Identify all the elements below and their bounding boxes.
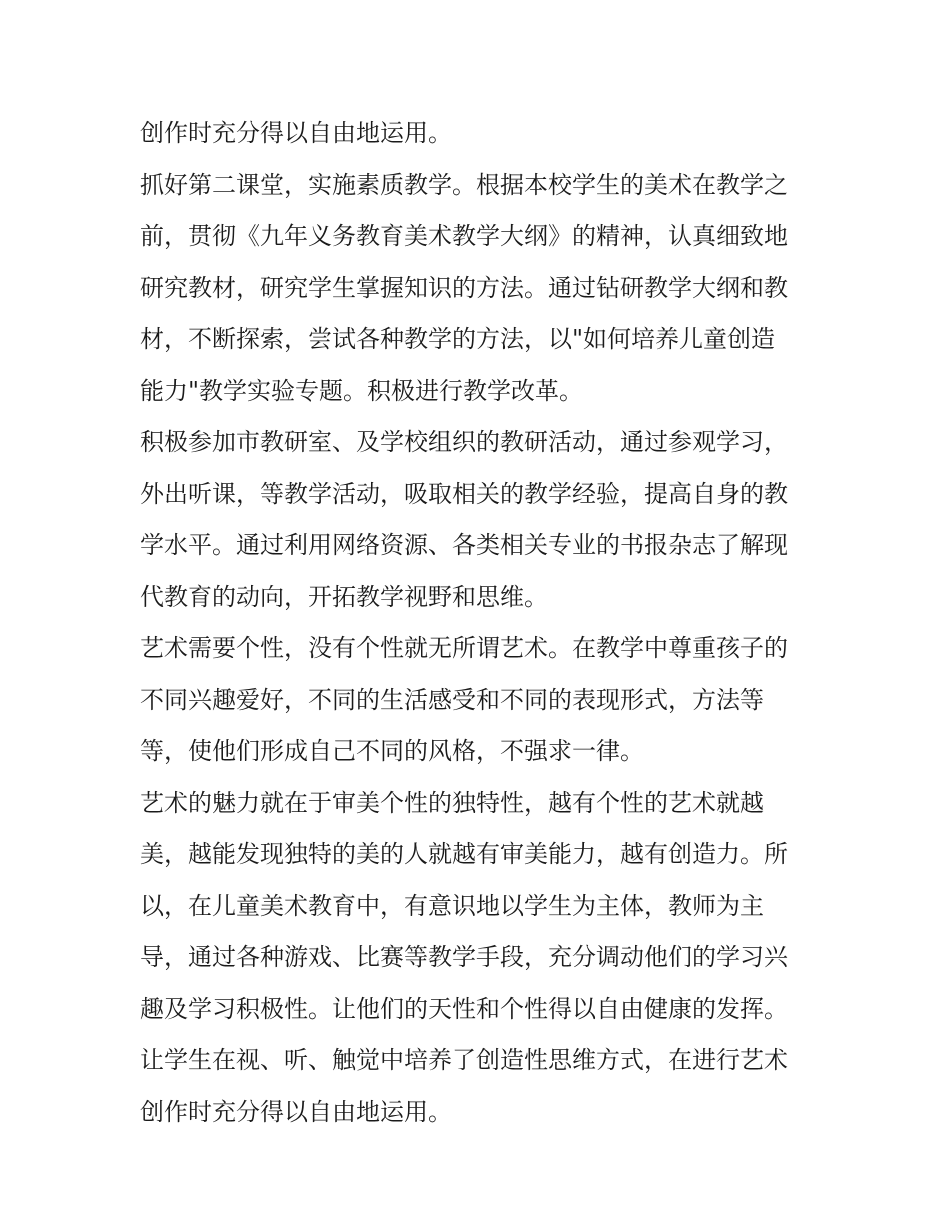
text-line: 外出听课，等教学活动，吸取相关的教学经验，提高自身的教 — [140, 479, 788, 508]
text-line: 能力"教学实验专题。积极进行教学改革。 — [140, 376, 584, 405]
text-line: 等，使他们形成自己不同的风格，不强求一律。 — [140, 737, 644, 765]
text-line: 以，在儿童美术教育中，有意识地以学生为主体，教师为主 — [140, 891, 764, 920]
text-line: 抓好第二课堂，实施素质教学。根据本校学生的美术在教学之 — [140, 170, 788, 199]
text-line: 学水平。通过利用网络资源、各类相关专业的书报杂志了解现 — [140, 531, 788, 559]
text-line: 美，越能发现独特的美的人就越有审美能力，越有创造力。所 — [140, 840, 788, 868]
text-line: 趣及学习积极性。让他们的天性和个性得以自由健康的发挥。 — [140, 994, 788, 1023]
text-line: 创作时充分得以自由地运用。 — [140, 119, 452, 147]
text-line: 艺术需要个性，没有个性就无所谓艺术。在教学中尊重孩子的 — [140, 634, 788, 662]
text-line: 研究教材，研究学生掌握知识的方法。通过钻研教学大纲和教 — [140, 273, 788, 302]
text-line: 材，不断探索，尝试各种教学的方法，以"如何培养儿童创造 — [140, 325, 776, 353]
text-line: 不同兴趣爱好，不同的生活感受和不同的表现形式，方法等 — [140, 685, 764, 714]
document-body — [140, 108, 820, 1138]
text-line: 让学生在视、听、触觉中培养了创造性思维方式，在进行艺术 — [140, 1046, 788, 1074]
text-line: 代教育的动向，开拓教学视野和思维。 — [140, 582, 548, 611]
text-line: 积极参加市教研室、及学校组织的教研活动，通过参观学习， — [140, 428, 788, 456]
text-line: 导，通过各种游戏、比赛等教学手段，充分调动他们的学习兴 — [140, 943, 788, 971]
text-line: 前，贯彻《九年义务教育美术教学大纲》的精神，认真细致地 — [140, 222, 788, 250]
text-line: 创作时充分得以自由地运用。 — [140, 1097, 452, 1126]
text-line: 艺术的魅力就在于审美个性的独特性，越有个性的艺术就越 — [140, 788, 764, 817]
